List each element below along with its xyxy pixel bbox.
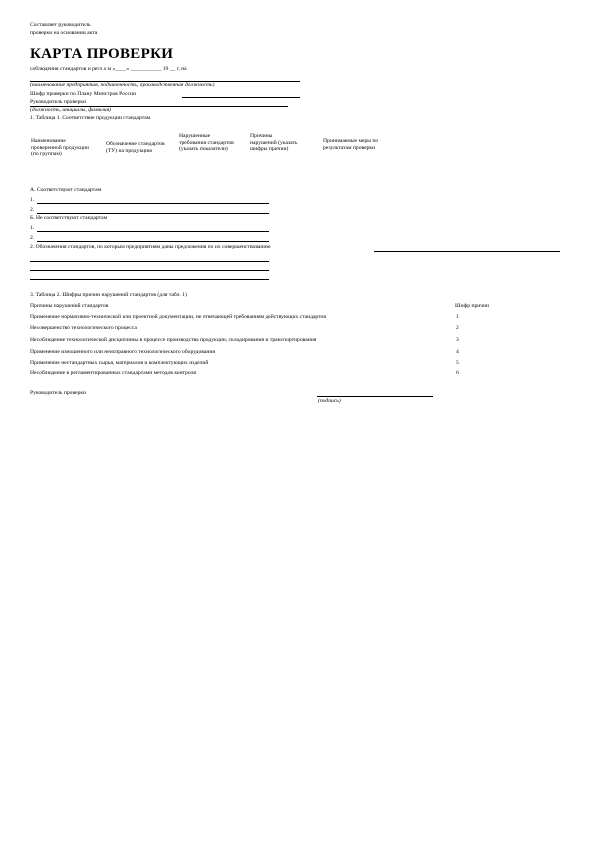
- table1-col-standard: Обозначение стандартов (ТУ) на продукцию: [106, 141, 165, 154]
- page-title: КАРТА ПРОВЕРКИ: [30, 46, 174, 62]
- signature-line: [317, 396, 433, 397]
- table2-row-5-code: 5: [456, 360, 459, 366]
- table2-row-6-code: 6: [456, 370, 459, 376]
- table2-title: 3. Таблица 2. Шифры причин нарушений стандартов (для табл. 1): [30, 292, 187, 298]
- cipher-label: Шифр проверки по Плану Минстроя России: [30, 91, 137, 97]
- table2-header-reason: Причины нарушений стандартов: [30, 303, 109, 309]
- table2-row-1-reason: Применение нормативно-технической или проектной документации, не отвечающей требованиям действующих стандартов: [30, 314, 326, 320]
- table1-col-product: Наименование проверенной продукции (по группам): [31, 138, 89, 158]
- table2-row-2-code: 2: [456, 325, 459, 331]
- section2-line-0: [374, 251, 560, 252]
- enterprise-caption: (наименование предприятия, подчиненность, производственная должность): [30, 82, 215, 88]
- section-b-line-2: [37, 241, 269, 242]
- section-b-item-2: 2.: [30, 235, 35, 241]
- table2-row-3-code: 3: [456, 337, 459, 343]
- page-subtitle: соблюдения стандартов и регл а м «____» ___________ 19 __ г, на: [30, 66, 187, 72]
- table2-header-code: Шифр причин: [455, 303, 490, 309]
- table2-row-4-reason: Применение изношенного или неисправного технологического оборудования: [30, 349, 215, 355]
- table2-row-5-reason: Применение нестандартных сырья, материалов и комплектующих изделий: [30, 360, 209, 366]
- table2-row-4-code: 4: [456, 349, 459, 355]
- header-note-line1: Составляет руководитель: [30, 22, 91, 28]
- table2-row-1-code: 1: [456, 314, 459, 320]
- table1-title-text: 1. Таблица 1. Соответствие продукции стандартам: [30, 115, 151, 121]
- header-note-line2: проверки на основании акта: [30, 30, 98, 36]
- table1-col-reasons: Причины нарушений (указать шифры причин): [250, 133, 298, 153]
- section-a-line-1: [37, 203, 269, 204]
- cipher-line: [182, 97, 300, 98]
- chief-caption: (должность, инициалы, фамилия): [30, 107, 112, 113]
- table1-col-measures: Принимаемые меры по результатам проверки: [323, 138, 379, 151]
- section-b-item-1: 1.: [30, 225, 35, 231]
- signature-caption: (подпись): [318, 398, 341, 404]
- section-a-item-1: 1.: [30, 197, 35, 203]
- section-a-title: А. Соответствуют стандартам: [30, 187, 102, 193]
- section2-text: 2. Обозначения стандартов, по которым предприятиям даны предложения по их совершенствованию: [30, 244, 271, 250]
- table2-row-2-reason: Несовершенство технологического процесса: [30, 325, 137, 331]
- table2-row-3-reason: Несоблюдение технологической дисциплины в процессе производства продукции, складирования и транспортирования: [30, 337, 317, 343]
- section2-line-3: [30, 279, 269, 280]
- section-a-line-2: [37, 213, 269, 214]
- table1-col-violations: Нарушенные требования стандартов (указать показатели): [179, 133, 234, 153]
- section2-line-1: [30, 261, 269, 262]
- footer-chief-label: Руководитель проверки: [30, 390, 87, 396]
- chief-label: Руководитель проверки: [30, 99, 87, 105]
- section-b-title: Б. Не соответствуют стандартам: [30, 215, 108, 221]
- section-a-item-2: 2.: [30, 207, 35, 213]
- section2-line-2: [30, 270, 269, 271]
- table2-row-6-reason: Несоблюдение в регламентированных стандартами методов контроля: [30, 370, 196, 376]
- section-b-line-1: [37, 231, 269, 232]
